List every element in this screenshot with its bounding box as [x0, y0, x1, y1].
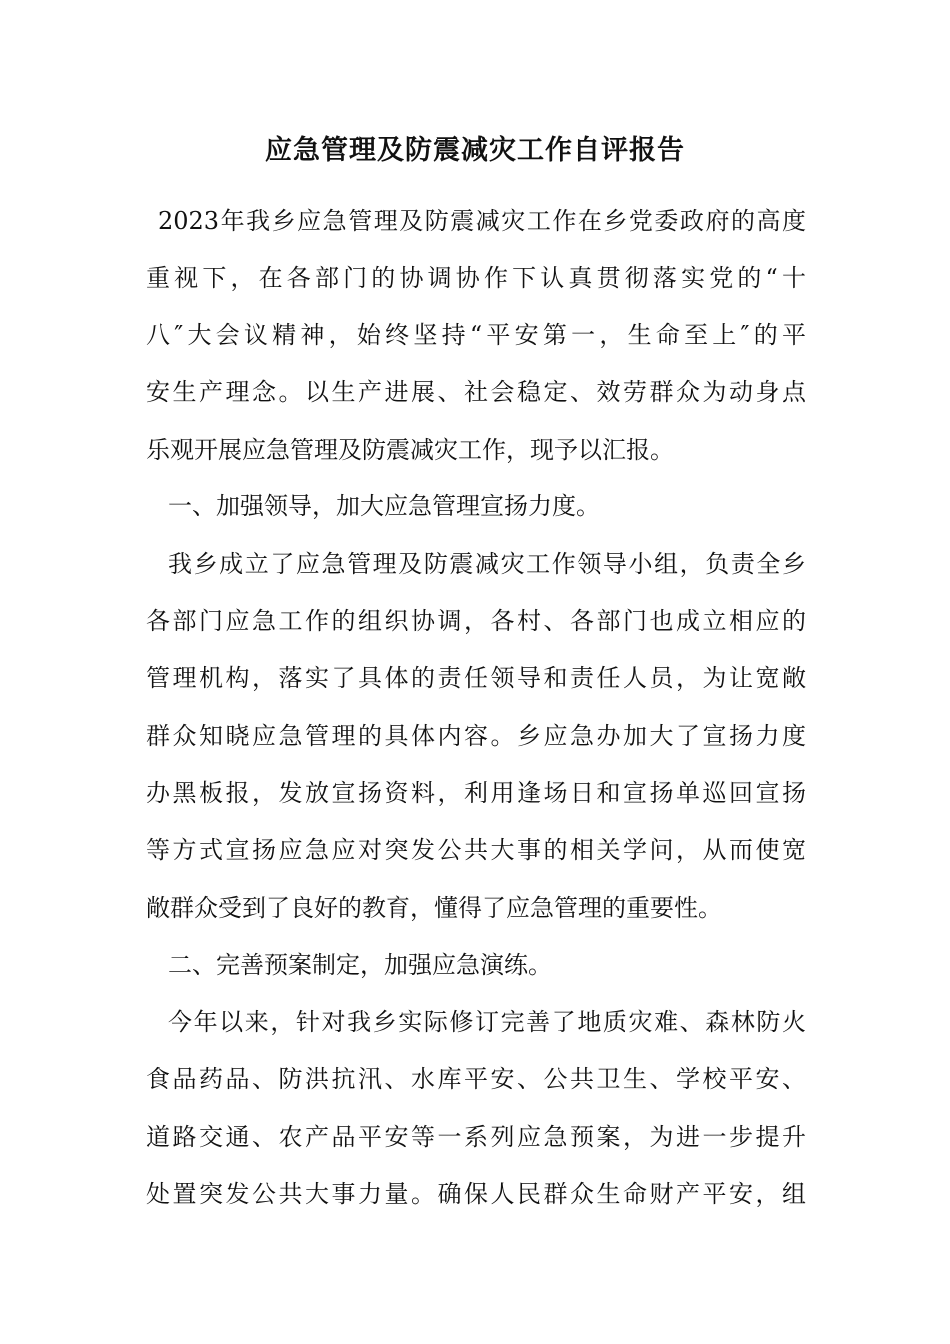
paragraph-line: 重视下，在各部门的协调协作下认真贯彻落实党的“十: [146, 264, 806, 292]
paragraph-line: 食品药品、防洪抗汛、水库平安、公共卫生、学校平安、: [146, 1065, 806, 1093]
paragraph-line: 敞群众受到了良好的教育，懂得了应急管理的重要性。: [146, 894, 722, 922]
paragraph-line: 八″大会议精神，始终坚持“平安第一，生命至上″的平: [146, 321, 806, 349]
section-heading: 二、完善预案制定，加强应急演练。: [168, 951, 552, 979]
paragraph-line: 我乡成立了应急管理及防震减灾工作领导小组，负责全乡: [168, 550, 806, 578]
paragraph-line: 管理机构，落实了具体的责任领导和责任人员，为让宽敞: [146, 664, 806, 692]
paragraph-line: 处置突发公共大事力量。确保人民群众生命财产平安，组: [146, 1180, 806, 1208]
section-heading: 一、加强领导，加大应急管理宣扬力度。: [168, 492, 600, 520]
paragraph-line: 安生产理念。以生产进展、社会稳定、效劳群众为动身点: [146, 378, 806, 406]
paragraph-line: 今年以来，针对我乡实际修订完善了地质灾难、森林防火: [168, 1008, 806, 1036]
paragraph-line: 各部门应急工作的组织协调，各村、各部门也成立相应的: [146, 607, 806, 635]
paragraph-line: 群众知晓应急管理的具体内容。乡应急办加大了宣扬力度: [146, 722, 806, 750]
paragraph-line: 2023年我乡应急管理及防震减灾工作在乡党委政府的高度: [158, 207, 806, 235]
paragraph-line: 等方式宣扬应急应对突发公共大事的相关学问，从而使宽: [146, 836, 806, 864]
paragraph-line: 办黑板报，发放宣扬资料，利用逢场日和宣扬单巡回宣扬: [146, 779, 806, 807]
paragraph-line: 乐观开展应急管理及防震减灾工作，现予以汇报。: [146, 436, 674, 464]
paragraph-line: 道路交通、农产品平安等一系列应急预案，为进一步提升: [146, 1123, 806, 1151]
document-title: 应急管理及防震减灾工作自评报告: [265, 135, 685, 166]
